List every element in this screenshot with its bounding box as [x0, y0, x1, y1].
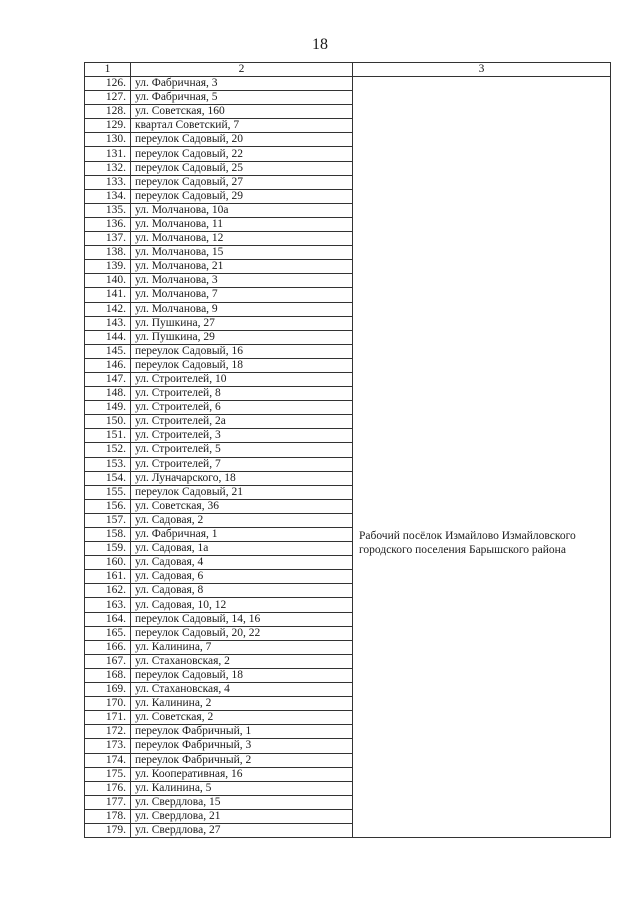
address-cell: ул. Советская, 2	[131, 711, 353, 725]
address-cell: ул. Фабричная, 5	[131, 91, 353, 105]
row-number: 170.	[85, 697, 131, 711]
address-cell: ул. Молчанова, 7	[131, 288, 353, 302]
row-number: 176.	[85, 781, 131, 795]
address-cell: ул. Строителей, 8	[131, 387, 353, 401]
row-number: 165.	[85, 626, 131, 640]
address-cell: ул. Пушкина, 29	[131, 330, 353, 344]
address-cell: ул. Луначарского, 18	[131, 471, 353, 485]
address-cell: ул. Садовая, 8	[131, 584, 353, 598]
row-number: 160.	[85, 556, 131, 570]
address-cell: переулок Садовый, 20	[131, 133, 353, 147]
address-cell: ул. Калинина, 5	[131, 781, 353, 795]
region-cell	[353, 77, 611, 838]
address-cell: ул. Калинина, 2	[131, 697, 353, 711]
address-cell: переулок Садовый, 25	[131, 161, 353, 175]
address-cell: ул. Молчанова, 11	[131, 217, 353, 231]
address-cell: ул. Молчанова, 21	[131, 260, 353, 274]
row-number: 157.	[85, 513, 131, 527]
row-number: 129.	[85, 119, 131, 133]
address-cell: ул. Советская, 36	[131, 499, 353, 513]
row-number: 133.	[85, 175, 131, 189]
page-number: 18	[312, 36, 328, 53]
address-cell: ул. Молчанова, 3	[131, 274, 353, 288]
row-number: 137.	[85, 232, 131, 246]
row-number: 134.	[85, 189, 131, 203]
row-number: 173.	[85, 739, 131, 753]
address-cell: ул. Садовая, 10, 12	[131, 598, 353, 612]
row-number: 144.	[85, 330, 131, 344]
row-number: 156.	[85, 499, 131, 513]
address-table	[84, 62, 611, 838]
address-cell: ул. Садовая, 2	[131, 513, 353, 527]
row-number: 127.	[85, 91, 131, 105]
row-number: 136.	[85, 217, 131, 231]
row-number: 128.	[85, 105, 131, 119]
row-number: 148.	[85, 387, 131, 401]
address-cell: переулок Садовый, 16	[131, 344, 353, 358]
table-header-row	[85, 63, 611, 77]
row-number: 174.	[85, 753, 131, 767]
address-cell: ул. Свердлова, 21	[131, 809, 353, 823]
address-cell: ул. Советская, 160	[131, 105, 353, 119]
address-cell: ул. Свердлова, 27	[131, 823, 353, 837]
row-number: 152.	[85, 443, 131, 457]
address-cell: ул. Строителей, 7	[131, 457, 353, 471]
row-number: 150.	[85, 415, 131, 429]
address-cell: переулок Фабричный, 1	[131, 725, 353, 739]
row-number: 164.	[85, 612, 131, 626]
row-number: 163.	[85, 598, 131, 612]
header-col-3: 3	[353, 63, 611, 77]
row-number: 167.	[85, 654, 131, 668]
row-number: 126.	[85, 77, 131, 91]
address-cell: переулок Садовый, 22	[131, 147, 353, 161]
row-number: 166.	[85, 640, 131, 654]
header-col-2: 2	[131, 63, 353, 77]
address-cell: ул. Стахановская, 4	[131, 683, 353, 697]
address-cell: ул. Молчанова, 9	[131, 302, 353, 316]
header-col-1: 1	[85, 63, 131, 77]
row-number: 153.	[85, 457, 131, 471]
address-cell: ул. Калинина, 7	[131, 640, 353, 654]
row-number: 172.	[85, 725, 131, 739]
address-cell: ул. Строителей, 10	[131, 372, 353, 386]
row-number: 135.	[85, 203, 131, 217]
address-cell: ул. Молчанова, 10а	[131, 203, 353, 217]
row-number: 154.	[85, 471, 131, 485]
address-cell: ул. Строителей, 2а	[131, 415, 353, 429]
address-cell: ул. Молчанова, 15	[131, 246, 353, 260]
address-cell: ул. Кооперативная, 16	[131, 767, 353, 781]
row-number: 161.	[85, 570, 131, 584]
address-cell: ул. Садовая, 1а	[131, 542, 353, 556]
address-cell: ул. Фабричная, 1	[131, 528, 353, 542]
row-number: 171.	[85, 711, 131, 725]
address-cell: переулок Садовый, 20, 22	[131, 626, 353, 640]
row-number: 179.	[85, 823, 131, 837]
row-number: 147.	[85, 372, 131, 386]
address-cell: переулок Садовый, 14, 16	[131, 612, 353, 626]
address-cell: ул. Молчанова, 12	[131, 232, 353, 246]
row-number: 175.	[85, 767, 131, 781]
row-number: 131.	[85, 147, 131, 161]
address-cell: переулок Фабричный, 3	[131, 739, 353, 753]
address-cell: ул. Садовая, 6	[131, 570, 353, 584]
row-number: 159.	[85, 542, 131, 556]
row-number: 155.	[85, 485, 131, 499]
address-cell: переулок Садовый, 29	[131, 189, 353, 203]
address-cell: ул. Строителей, 5	[131, 443, 353, 457]
row-number: 151.	[85, 429, 131, 443]
row-number: 178.	[85, 809, 131, 823]
address-cell: ул. Строителей, 6	[131, 401, 353, 415]
table-row	[85, 77, 611, 91]
row-number: 142.	[85, 302, 131, 316]
address-cell: квартал Советский, 7	[131, 119, 353, 133]
row-number: 139.	[85, 260, 131, 274]
address-cell: ул. Стахановская, 2	[131, 654, 353, 668]
region-text: Рабочий посёлок Измайлово Измайловского городского поселения Барышского района	[359, 530, 576, 556]
address-cell: переулок Садовый, 18	[131, 668, 353, 682]
row-number: 132.	[85, 161, 131, 175]
row-number: 138.	[85, 246, 131, 260]
address-cell: ул. Свердлова, 15	[131, 795, 353, 809]
row-number: 162.	[85, 584, 131, 598]
address-cell: ул. Строителей, 3	[131, 429, 353, 443]
row-number: 130.	[85, 133, 131, 147]
row-number: 141.	[85, 288, 131, 302]
address-cell: переулок Садовый, 27	[131, 175, 353, 189]
row-number: 149.	[85, 401, 131, 415]
row-number: 143.	[85, 316, 131, 330]
row-number: 169.	[85, 683, 131, 697]
row-number: 140.	[85, 274, 131, 288]
address-cell: ул. Фабричная, 3	[131, 77, 353, 91]
row-number: 146.	[85, 358, 131, 372]
row-number: 168.	[85, 668, 131, 682]
address-cell: переулок Садовый, 18	[131, 358, 353, 372]
row-number: 145.	[85, 344, 131, 358]
row-number: 177.	[85, 795, 131, 809]
table-body	[85, 77, 611, 838]
address-cell: ул. Садовая, 4	[131, 556, 353, 570]
address-cell: переулок Садовый, 21	[131, 485, 353, 499]
address-cell: ул. Пушкина, 27	[131, 316, 353, 330]
address-cell: переулок Фабричный, 2	[131, 753, 353, 767]
row-number: 158.	[85, 528, 131, 542]
